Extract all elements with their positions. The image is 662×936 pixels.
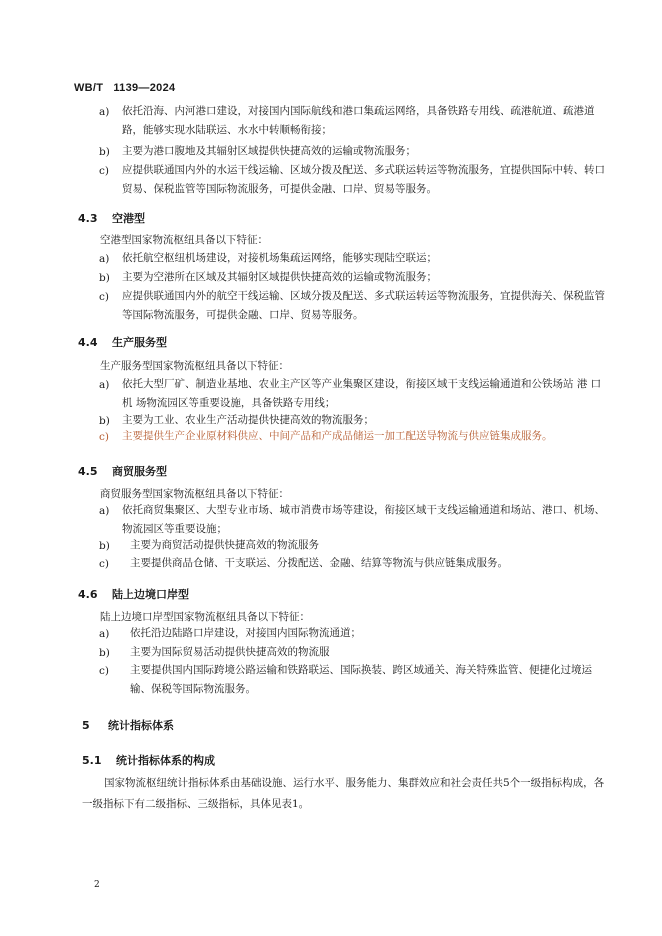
list-marker: a) xyxy=(99,628,110,640)
list-item-text: 依托沿海、内河港口建设，对接国内国际航线和港口集疏运网络，具备铁路专用线、疏港航道、疏港道路，能够实现水陆联运、水水中转顺畅衔接； xyxy=(122,105,595,136)
list-item-text: 主要提供国内国际跨境公路运输和铁路联运、国际换装、跨区域通关、海关特殊监管、便捷化过境运输、保税等国际物流服务。 xyxy=(130,664,592,695)
section-number: 5.1 xyxy=(82,754,102,767)
list-item-text: 应提供联通国内外的水运干线运输、区域分拨及配送、多式联运转运等物流服务，宜提供国际中转、转口贸易、保税监管等国际物流服务，可提供金融、口岸、贸易等服务。 xyxy=(122,164,605,195)
list-marker: a) xyxy=(99,379,110,391)
list-item-text: 依托大型厂矿、制造业基地、农业主产区等产业集聚区建设，衔接区域干支线运输通道和公铁场站 港 口 机 场物流园区等重要设施，具备铁路专用线； xyxy=(122,378,602,409)
list-item-text: 主要为商贸活动提供快捷高效的物流服务 xyxy=(130,539,319,551)
section-heading-4-6 xyxy=(78,586,189,602)
page-number: 2 xyxy=(94,880,100,890)
section-number: 4.4 xyxy=(78,336,98,349)
list-item-text: 依托沿边陆路口岸建设，对接国内国际物流通道； xyxy=(130,627,361,639)
section-heading-5 xyxy=(82,717,174,733)
section-intro: 空港型国家物流枢纽具备以下特征： xyxy=(100,234,268,246)
list-item-text: 主要为国际贸易活动提供快捷高效的物流服 xyxy=(130,646,330,658)
list-marker: c) xyxy=(99,291,109,303)
section-title: 统计指标体系 xyxy=(108,719,174,732)
section-title: 生产服务型 xyxy=(112,336,167,349)
section-number: 4.3 xyxy=(78,212,98,225)
section-paragraph: 国家物流枢纽统计指标体系由基础设施、运行水平、服务能力、集群效应和社会责任共5个一级指标构成，各一级指标下有二级指标、三级指标，具体见表1。 xyxy=(82,777,605,810)
list-marker: a) xyxy=(99,253,110,265)
list-item-text: 主要为空港所在区域及其辐射区域提供快捷高效的运输或物流服务； xyxy=(122,271,437,283)
list-item-text: 依托商贸集聚区、大型专业市场、城市消费市场等建设，衔接区域干支线运输通道和场站、港口、机场、物流园区等重要设施； xyxy=(122,504,605,535)
list-marker: c) xyxy=(99,558,109,570)
section-title: 统计指标体系的构成 xyxy=(116,754,215,767)
section-heading-5-1 xyxy=(82,752,215,768)
section-intro: 陆上边境口岸型国家物流枢纽具备以下特征： xyxy=(100,611,310,623)
section-heading-4-4 xyxy=(78,334,167,350)
list-marker: c) xyxy=(99,165,109,177)
list-item-text-highlighted: 主要提供生产企业原材料供应、中间产品和产成品储运一加工配送导物流与供应链集成服务。 xyxy=(122,430,553,442)
list-item-text: 依托航空枢纽机场建设，对接机场集疏运网络，能够实现陆空联运； xyxy=(122,252,437,264)
list-item-text: 主要为港口腹地及其辐射区域提供快捷高效的运输或物流服务； xyxy=(122,145,416,157)
list-marker: b) xyxy=(99,272,110,284)
standard-code-header: WB/T 1139—2024 xyxy=(74,82,176,94)
section-number: 5 xyxy=(82,719,90,732)
list-marker: b) xyxy=(99,415,110,427)
list-item-text: 主要提供商品仓储、干支联运、分拨配送、金融、结算等物流与供应链集成服务。 xyxy=(130,557,508,569)
section-number: 4.6 xyxy=(78,588,98,601)
list-marker: c) xyxy=(99,665,109,677)
section-heading-4-5 xyxy=(78,463,167,479)
section-title: 商贸服务型 xyxy=(112,465,167,478)
section-number: 4.5 xyxy=(78,465,98,478)
list-item-text: 应提供联通国内外的航空干线运输、区域分拨及配送、多式联运转运等物流服务，宜提供海关、保税监管等国际物流服务，可提供金融、口岸、贸易等服务。 xyxy=(122,290,605,321)
list-marker: b) xyxy=(99,146,110,158)
list-item-text: 主要为工业、农业生产活动提供快捷高效的物流服务； xyxy=(122,414,374,426)
list-marker: b) xyxy=(99,540,110,552)
list-marker: a) xyxy=(99,505,110,517)
list-marker: a) xyxy=(99,106,110,118)
list-marker: c) xyxy=(99,431,109,443)
section-title: 陆上边境口岸型 xyxy=(112,588,189,601)
section-intro: 商贸服务型国家物流枢纽具备以下特征： xyxy=(100,488,289,500)
list-marker: b) xyxy=(99,647,110,659)
section-heading-4-3 xyxy=(78,210,145,226)
section-title: 空港型 xyxy=(112,212,145,225)
section-intro: 生产服务型国家物流枢纽具备以下特征： xyxy=(100,360,289,372)
